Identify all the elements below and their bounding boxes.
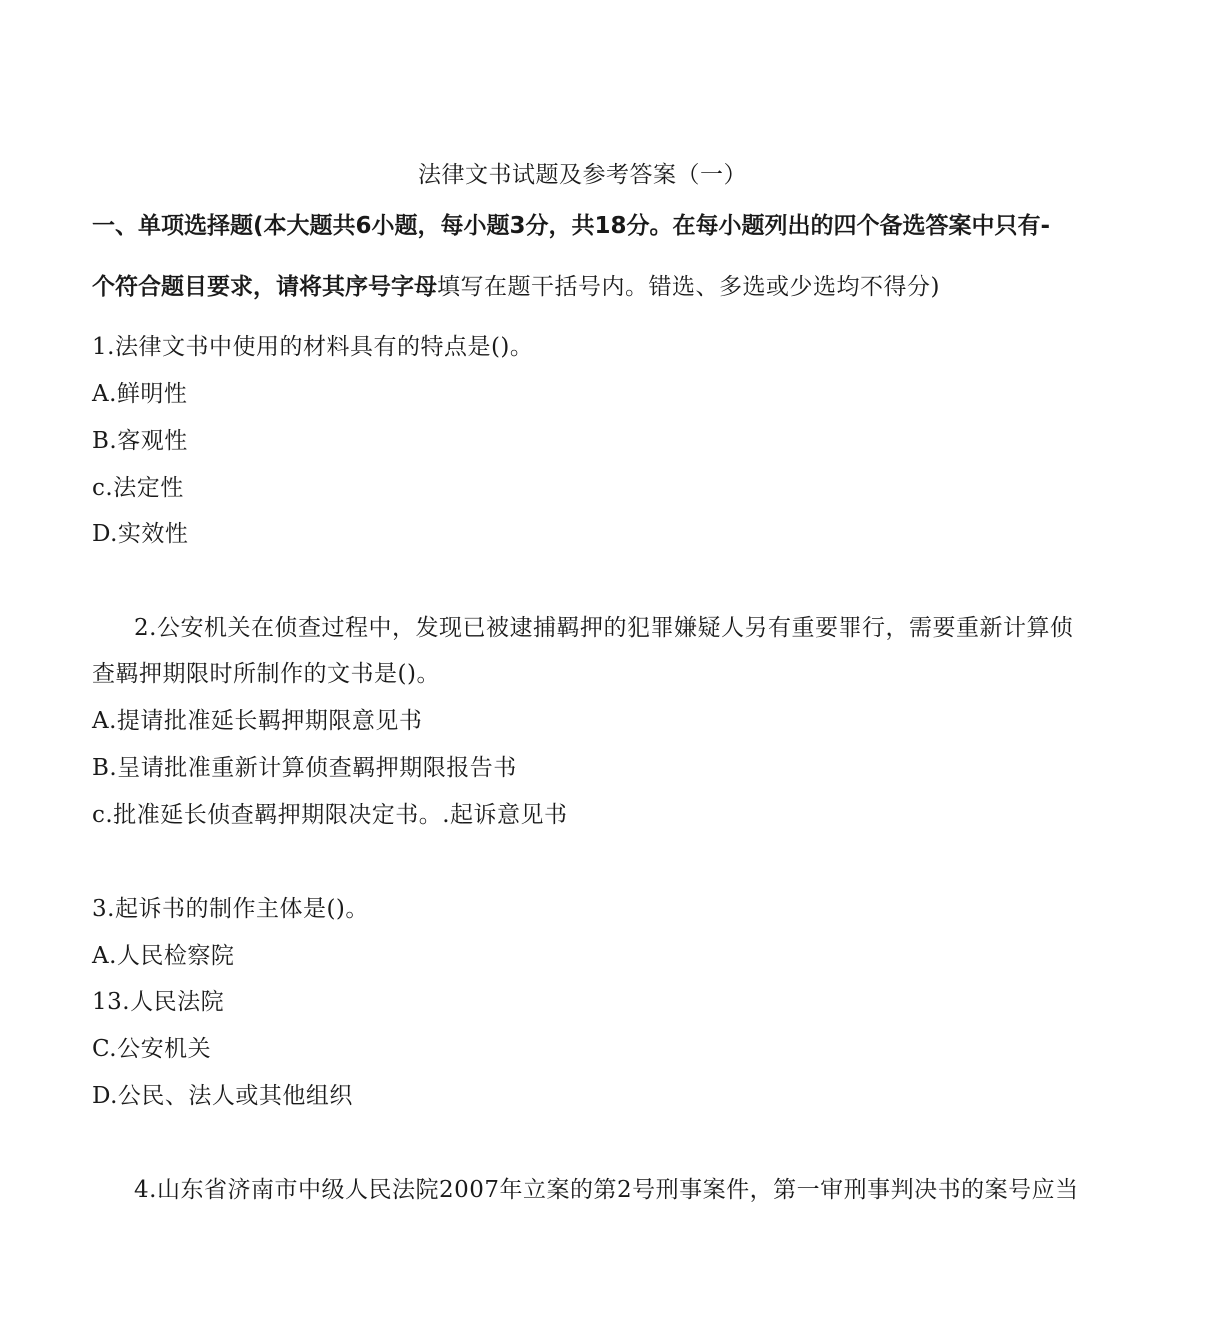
section-heading-line-2 [92, 272, 940, 302]
question-1-option-b: B.客观性 [92, 428, 188, 454]
question-3-option-d: D.公民、法人或其他组织 [92, 1083, 353, 1109]
section-heading-line-1: 一、单项选择题(本大题共6小题，每小题3分，共18分。在每小题列出的四个备选答案中只有- [92, 213, 1051, 239]
document-title: 法律文书试题及参考答案（一） [418, 162, 747, 188]
question-1-option-d: D.实效性 [92, 521, 189, 547]
question-3-option-c: C.公安机关 [92, 1036, 212, 1062]
question-3-option-a: A.人民检察院 [92, 943, 235, 969]
question-3-stem: 3.起诉书的制作主体是()。 [92, 896, 369, 922]
question-2-stem-line-2: 查羁押期限时所制作的文书是()。 [92, 661, 440, 687]
question-3-option-b: 13.人民法院 [92, 989, 225, 1015]
question-1-option-c: c.法定性 [92, 475, 184, 501]
question-1-option-a: A.鲜明性 [92, 381, 188, 407]
section-heading-line-2-rest: 填写在题干括号内。错选、多选或少选均不得分) [437, 274, 940, 300]
question-2-option-b: B.呈请批准重新计算侦查羁押期限报告书 [92, 755, 517, 781]
section-heading-line-2-bold: 个符合题目要求，请将其序号字母 [92, 274, 437, 300]
question-2-option-c: c.批准延长侦查羁押期限决定书。.起诉意见书 [92, 802, 568, 828]
question-2-stem-line-1: 2.公安机关在侦查过程中，发现已被逮捕羁押的犯罪嫌疑人另有重要罪行，需要重新计算侦 [134, 615, 1074, 641]
question-2-option-a: A.提请批准延长羁押期限意见书 [92, 708, 423, 734]
question-4-stem-line-1: 4.山东省济南市中级人民法院2007年立案的第2号刑事案件，第一审刑事判决书的案号应当 [134, 1177, 1079, 1203]
question-1-stem: 1.法律文书中使用的材料具有的特点是()。 [92, 334, 534, 360]
